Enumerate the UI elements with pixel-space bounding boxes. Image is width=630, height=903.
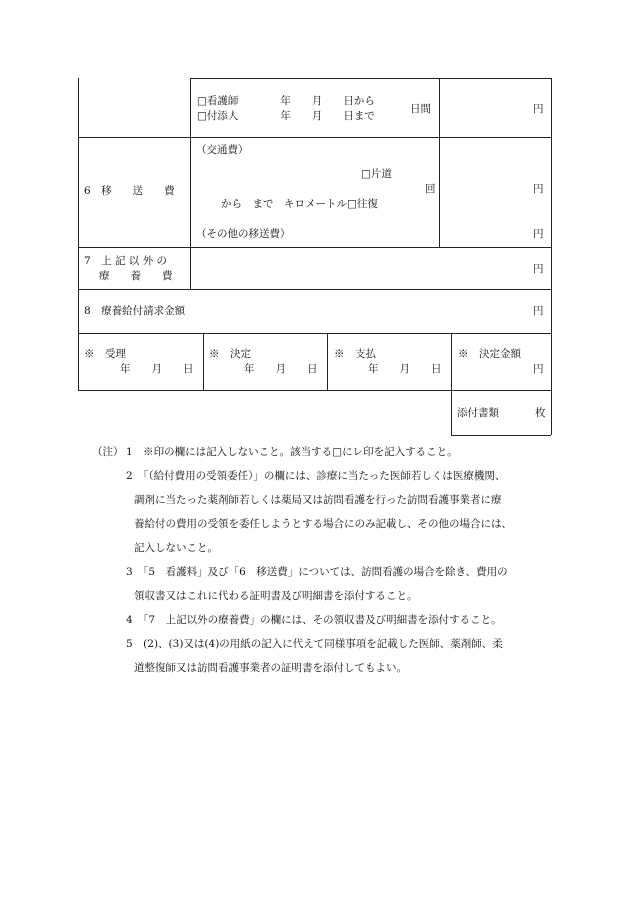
transport-times: 回: [425, 183, 436, 195]
other-costs-label-line2: 療 養 費: [99, 270, 173, 282]
transport-other-heading: （その他の移送費）: [196, 228, 291, 240]
rule: [203, 333, 204, 390]
attachments-label: 添付書類: [457, 407, 499, 419]
rule: [78, 333, 551, 334]
note-2-line3: 養給付の費用の受領を委任しようとする場合にのみ記載し、その他の場合には、: [134, 518, 512, 530]
transport-label: 6 移 送 費: [84, 185, 175, 197]
transport-oneway-checkbox: □片道: [361, 168, 392, 180]
claim-amount-label: 8 療養給付請求金額: [84, 305, 186, 317]
transport-other-yen: 円: [533, 228, 544, 240]
received-label: ※ 受理: [84, 348, 126, 360]
nursing-to-line: □付添人 年 月 日まで: [197, 110, 375, 122]
decided-amount-label: ※ 決定金額: [458, 348, 521, 360]
other-costs-label-line1: 7 上 記 以 外 の: [84, 255, 168, 267]
attachments-unit: 枚: [535, 407, 546, 419]
rule: [190, 78, 191, 289]
paid-label: ※ 支払: [334, 348, 376, 360]
decided-date: 年 月 日: [244, 363, 318, 375]
other-costs-yen: 円: [533, 263, 544, 275]
transport-route-line: から まで キロメートル□往復: [221, 198, 378, 210]
note-2-line4: 記入しないこと。: [134, 542, 218, 554]
rule: [78, 247, 551, 248]
nursing-from-line: □看護師 年 月 日から: [197, 95, 375, 107]
rule: [451, 435, 551, 436]
decided-label: ※ 決定: [209, 348, 251, 360]
rule: [451, 333, 452, 435]
transport-yen: 円: [533, 183, 544, 195]
decided-amount-yen: 円: [533, 363, 544, 375]
note-4: 4 「7 上記以外の療養費」の欄には、その領収書及び明細書を添付すること。: [126, 614, 502, 626]
rule: [78, 390, 551, 391]
rule: [190, 78, 551, 79]
note-2-line2: 調剤に当たった薬剤師若しくは薬局又は訪問看護を行った訪問看護事業者に療: [134, 494, 502, 506]
note-5-line2: 道整復師又は訪問看護事業者の証明書を添付してもよい。: [134, 662, 407, 674]
nursing-days: 日間: [410, 103, 431, 115]
paid-date: 年 月 日: [368, 363, 442, 375]
notes-heading: （注）: [92, 446, 124, 458]
rule: [78, 78, 79, 390]
received-date: 年 月 日: [120, 363, 194, 375]
rule: [78, 137, 551, 138]
rule: [439, 78, 440, 247]
rule: [327, 333, 328, 390]
transport-traffic-heading: （交通費）: [196, 144, 249, 156]
rule: [78, 289, 551, 290]
note-5-line1: 5 (2)、(3)又は(4)の用紙の記入に代えて同様事項を記載した医師、薬剤師、柔: [126, 638, 503, 650]
note-2-line1: 2 「（給付費用の受領委任）」の欄には、診療に当たった医師若しくは医療機関、: [126, 470, 506, 482]
claim-amount-yen: 円: [533, 305, 544, 317]
note-3-line1: 3 「5 看護料」及び「6 移送費」については、訪問看護の場合を除き、費用の: [126, 566, 508, 578]
note-1: 1 ※印の欄には記入しないこと。該当する□にレ印を記入すること。: [126, 446, 458, 458]
note-3-line2: 領収書又はこれに代わる証明書及び明細書を添付すること。: [134, 590, 418, 602]
nursing-yen: 円: [533, 103, 544, 115]
rule: [551, 78, 552, 435]
